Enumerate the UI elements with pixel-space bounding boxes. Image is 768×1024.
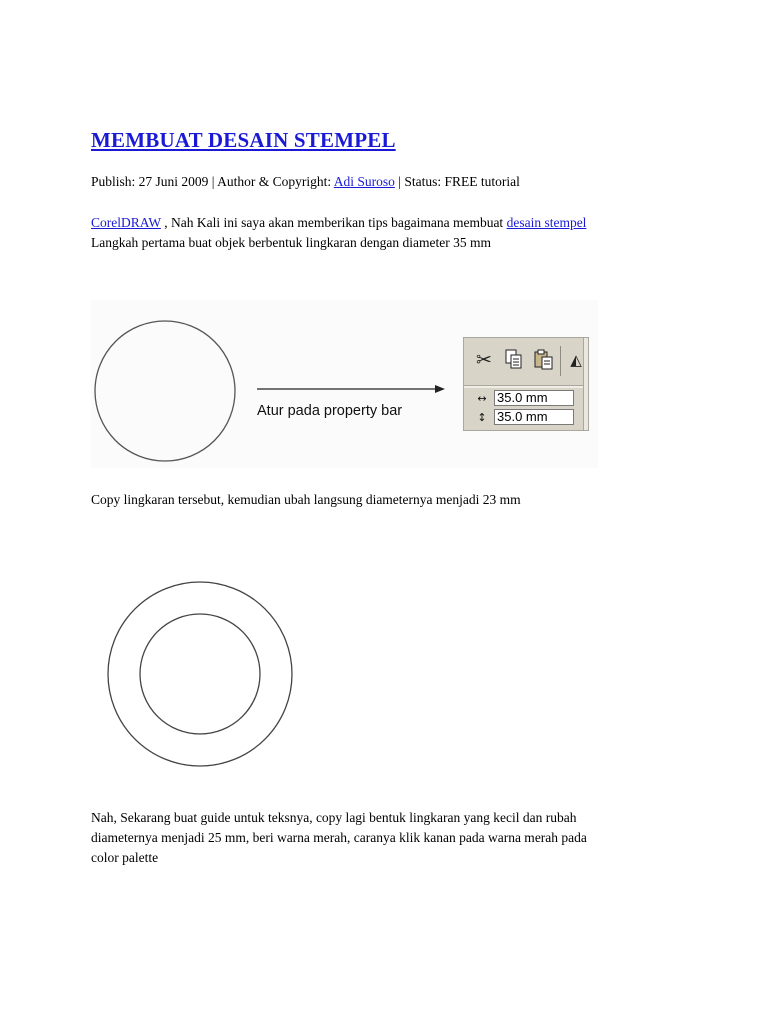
figure-circle-property-bar <box>91 300 598 468</box>
width-icon: ↔ <box>477 392 487 405</box>
shape-icon[interactable]: ◭ <box>570 351 582 369</box>
article-meta <box>91 172 520 192</box>
width-field[interactable]: 35.0 mm <box>494 390 574 406</box>
step3-line3: color palette <box>91 850 159 865</box>
article-title[interactable]: MEMBUAT DESAIN STEMPEL <box>91 128 396 152</box>
figure-concentric-circles <box>91 560 311 782</box>
width-row <box>472 390 582 407</box>
step2-paragraph: Copy lingkaran tersebut, kemudian ubah langsung diameternya menjadi 23 mm <box>91 492 521 507</box>
paste-icon[interactable] <box>532 348 556 372</box>
property-bar-divider <box>464 385 588 388</box>
arrow-label: Atur pada property bar <box>257 403 403 419</box>
copy-icon[interactable] <box>502 348 526 372</box>
step3-line2: diameternya menjadi 25 mm, beri warna merah, caranya klik kanan pada warna merah pada <box>91 830 587 845</box>
property-bar <box>463 337 589 431</box>
meta-suffix: | Status: FREE tutorial <box>394 174 520 189</box>
height-field[interactable]: 35.0 mm <box>494 409 574 425</box>
meta-prefix: Publish: 27 Juni 2009 | Author & Copyright: <box>91 174 334 189</box>
coreldraw-link[interactable]: CorelDRAW <box>91 215 161 230</box>
step3-line1: Nah, Sekarang buat guide untuk teksnya, copy lagi bentuk lingkaran yang kecil dan rubah <box>91 810 577 825</box>
author-link[interactable]: Adi Suroso <box>333 174 395 189</box>
intro-line2: Langkah pertama buat objek berbentuk lingkaran dengan diameter 35 mm <box>91 235 491 250</box>
figure2-drawing <box>91 560 311 782</box>
height-icon: ↕ <box>477 411 487 424</box>
circle-35mm <box>95 321 235 461</box>
intro-text: , Nah Kali ini saya akan memberikan tips bagaimana membuat <box>160 215 507 230</box>
arrow-head <box>435 385 445 393</box>
inner-circle <box>140 614 260 734</box>
step3-paragraph <box>91 808 587 868</box>
property-bar-toolbar <box>464 338 588 384</box>
desain-stempel-link[interactable]: desain stempel <box>506 215 587 230</box>
intro-paragraph <box>91 213 586 253</box>
outer-circle <box>108 582 292 766</box>
toolbar-separator <box>560 346 561 376</box>
scissors-icon[interactable]: ✂ <box>476 349 492 371</box>
height-row <box>472 409 582 426</box>
property-bar-edge <box>583 338 588 430</box>
